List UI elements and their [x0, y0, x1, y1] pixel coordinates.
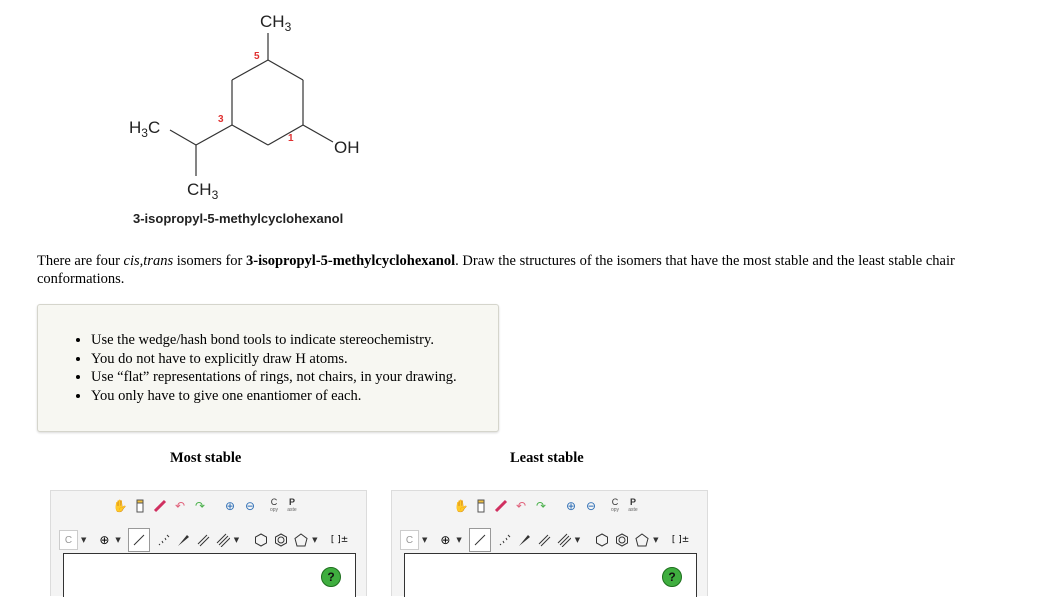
paste-button[interactable]: P aste [287, 497, 297, 513]
hash-bond-icon[interactable] [154, 531, 172, 549]
undo-icon[interactable]: ↶ [515, 499, 527, 513]
editor-top-toolbar [452, 497, 642, 515]
most-stable-label: Most stable [170, 450, 242, 466]
molecule-structure [0, 0, 420, 235]
hint-item: • You only have to give one enantiomer of each. [91, 387, 498, 406]
charge-dropdown-icon[interactable]: ▼ [456, 536, 462, 544]
h3c-left-label: $H_3C$ [129, 118, 161, 140]
carbon-number-3: 3 [218, 114, 224, 125]
atom-dropdown-icon[interactable]: ▼ [422, 536, 428, 544]
ring-dropdown-icon[interactable]: ▼ [653, 536, 659, 544]
charge-plus-icon[interactable]: ⊕ [440, 533, 451, 547]
redo-icon[interactable]: ↷ [535, 499, 547, 513]
hash-bond-icon[interactable] [495, 531, 513, 549]
ring-pentagon-icon[interactable] [633, 531, 651, 549]
zoom-out-icon[interactable]: ⊖ [244, 499, 256, 513]
eraser-icon[interactable] [472, 497, 490, 515]
hand-icon[interactable]: ✋ [112, 499, 128, 513]
editor-bottom-toolbar [59, 528, 353, 552]
bond-dropdown-icon[interactable]: ▼ [233, 536, 240, 544]
carbon-number-1: 1 [288, 133, 294, 144]
oh-label: OH [334, 138, 360, 157]
wedge-bond-icon[interactable] [174, 531, 192, 549]
ring-benzene-icon[interactable] [272, 531, 290, 549]
undo-icon[interactable]: ↶ [174, 499, 186, 513]
editor-most-stable [50, 490, 367, 596]
wedge-bond-icon[interactable] [515, 531, 533, 549]
zoom-in-icon[interactable]: ⊕ [565, 499, 577, 513]
triple-bond-icon[interactable] [555, 531, 573, 549]
least-stable-label: Least stable [510, 450, 584, 466]
bond-dropdown-icon[interactable]: ▼ [574, 536, 581, 544]
bracket-tool[interactable]: [ ]± [330, 535, 349, 545]
ring-benzene-icon[interactable] [613, 531, 631, 549]
copy-button[interactable]: C opy [610, 497, 620, 513]
drawing-canvas[interactable] [63, 553, 356, 597]
ring-pentagon-icon[interactable] [292, 531, 310, 549]
editor-top-toolbar [111, 497, 301, 515]
ch3-bottom-label: $CH_3$ [187, 180, 219, 202]
bracket-tool[interactable]: [ ]± [671, 535, 690, 545]
double-bond-icon[interactable] [535, 531, 553, 549]
atom-dropdown-icon[interactable]: ▼ [81, 536, 87, 544]
editor-least-stable [391, 490, 708, 596]
ring-hexagon-icon[interactable] [593, 531, 611, 549]
pencil-icon[interactable] [492, 497, 510, 515]
hint-list [38, 305, 498, 405]
double-bond-icon[interactable] [194, 531, 212, 549]
single-bond-tool[interactable] [128, 528, 150, 552]
atom-selector[interactable]: C [59, 530, 78, 550]
ring-hexagon-icon[interactable] [252, 531, 270, 549]
help-button[interactable]: ? [662, 567, 682, 587]
drawing-canvas[interactable] [404, 553, 697, 597]
carbon-number-5: 5 [254, 51, 260, 62]
pencil-icon[interactable] [151, 497, 169, 515]
ch3-top-label: $CH_3$ [260, 12, 292, 34]
zoom-out-icon[interactable]: ⊖ [585, 499, 597, 513]
atom-selector[interactable]: C [400, 530, 419, 550]
editor-bottom-toolbar [400, 528, 694, 552]
hint-item: • Use “flat” representations of rings, not chairs, in your drawing. [91, 368, 498, 387]
charge-plus-icon[interactable]: ⊕ [99, 533, 110, 547]
help-button[interactable]: ? [321, 567, 341, 587]
hand-icon[interactable]: ✋ [453, 499, 469, 513]
triple-bond-icon[interactable] [214, 531, 232, 549]
eraser-icon[interactable] [131, 497, 149, 515]
paste-button[interactable]: P aste [628, 497, 638, 513]
compound-name: 3-isopropyl-5-methylcyclohexanol [133, 211, 344, 226]
hint-item: • Use the wedge/hash bond tools to indicate stereochemistry. [91, 331, 498, 350]
zoom-in-icon[interactable]: ⊕ [224, 499, 236, 513]
copy-button[interactable]: C opy [269, 497, 279, 513]
redo-icon[interactable]: ↷ [194, 499, 206, 513]
single-bond-tool[interactable] [469, 528, 491, 552]
hint-box [37, 304, 499, 432]
hint-item: • You do not have to explicitly draw H atoms. [91, 350, 498, 369]
question-text: There are four cis,trans isomers for 3-isopropyl-5-methylcyclohexanol. Draw the structures of the isomers that have the most stable and the least stable chair conformations. [37, 253, 955, 287]
charge-dropdown-icon[interactable]: ▼ [115, 536, 121, 544]
ring-dropdown-icon[interactable]: ▼ [312, 536, 318, 544]
